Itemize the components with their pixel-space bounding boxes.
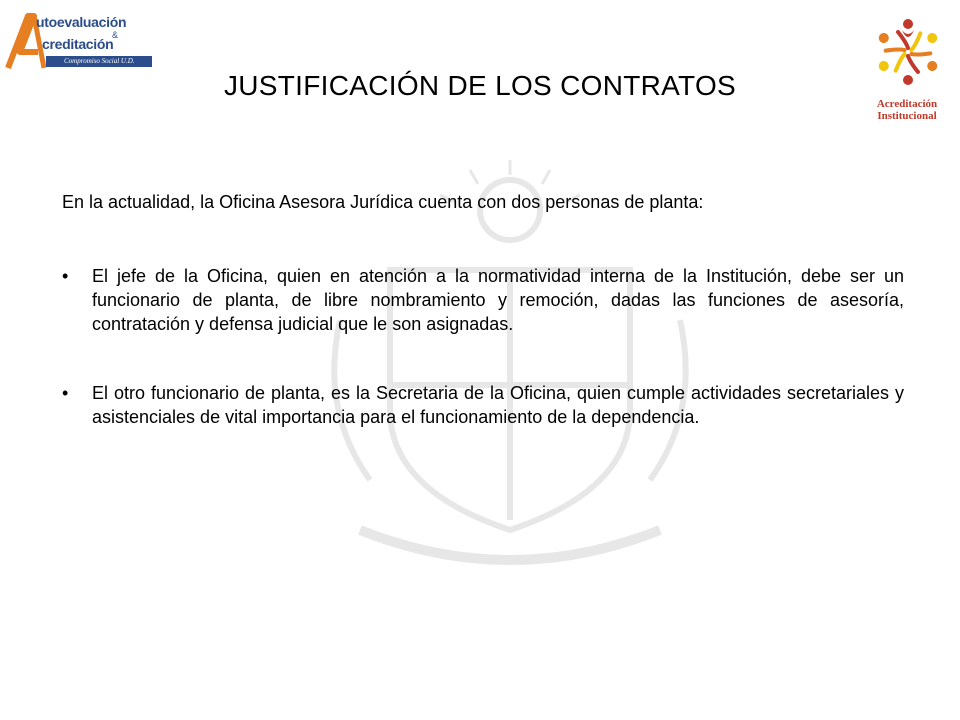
intro-paragraph: En la actualidad, la Oficina Asesora Jurídica cuenta con dos personas de planta:: [62, 192, 704, 212]
bullet-text: El otro funcionario de planta, es la Secretaria de la Oficina, quien cumple actividades secretariales y asistenciales de vital importancia para el funcionamiento de la dependencia.: [92, 383, 904, 427]
slide-body: [62, 190, 904, 429]
logo-left-line1: utoevaluación: [36, 14, 127, 30]
slide-title: JUSTIFICACIÓN DE LOS CONTRATOS: [223, 70, 736, 101]
logo-right-line1: Acreditación: [876, 98, 938, 110]
bullet-marker: •: [62, 266, 69, 286]
bullet-item: [62, 264, 904, 336]
logo-left-tagline: Compromiso Social U.D.: [64, 57, 135, 65]
logo-right-line2: Institucional: [877, 110, 937, 122]
autoevaluacion-acreditacion-logo: [2, 10, 154, 72]
bullet-list: [62, 264, 904, 429]
logo-left-line2: creditación: [42, 36, 114, 52]
bullet-item: [62, 381, 904, 429]
bullet-text: El jefe de la Oficina, quien en atención a la normatividad interna de la Institución, debe ser un funcionario de planta, de libre nombramiento y remoción, dadas las funciones de asesoría, contratación y defensa judicial que le son asignadas.: [92, 266, 904, 334]
bullet-marker: •: [62, 383, 69, 403]
logo-left-ampersand: &: [112, 30, 119, 40]
